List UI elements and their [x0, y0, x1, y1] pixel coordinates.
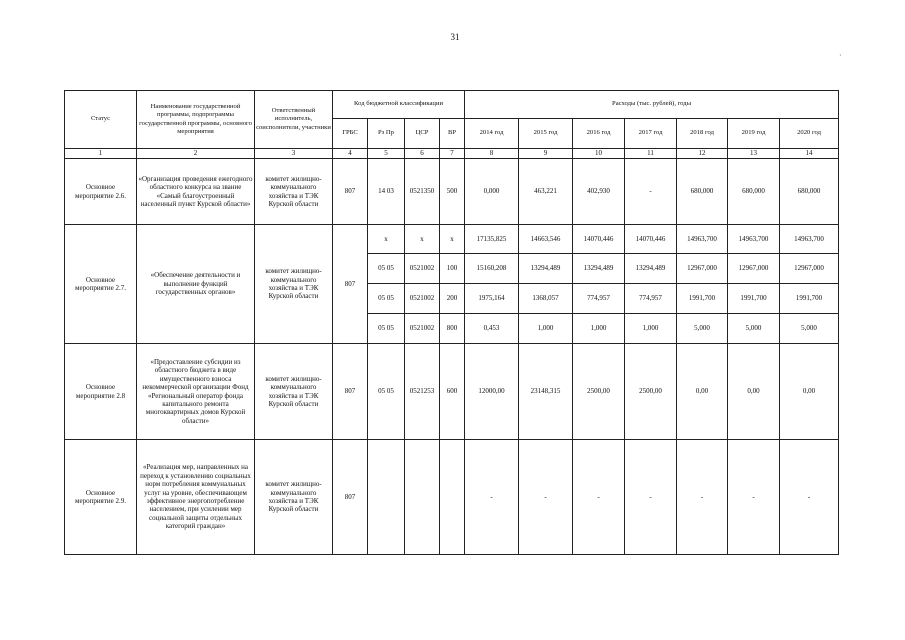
column-number: 1 [65, 149, 137, 159]
header-status: Статус [65, 91, 137, 149]
column-number: 8 [465, 149, 519, 159]
row-value: 14070,446 [573, 225, 625, 254]
row-value: 680,000 [728, 159, 780, 225]
row-responsible: комитет жилищно-коммунального хозяйства и ТЭК Курской области [255, 344, 333, 440]
table-row [65, 225, 839, 254]
column-number: 6 [405, 149, 440, 159]
header-grbs: ГРБС [333, 119, 368, 149]
column-number: 10 [573, 149, 625, 159]
header-year: 2020 год [780, 119, 839, 149]
column-number: 9 [519, 149, 573, 159]
header-year: 2014 год [465, 119, 519, 149]
column-number: 13 [728, 149, 780, 159]
row-vr: 100 [440, 254, 465, 284]
row-program-name: «Реализация мер, направленных на переход к установлению социальных норм потребления коммунальных услуг на уровне, обеспечивающем эффективное энергопотребление населением, при усилении мер социальной защиты отдельных категорий граждан» [137, 440, 255, 555]
table-row [65, 440, 839, 555]
row-csr: 0521350 [405, 159, 440, 225]
row-value: 402,930 [573, 159, 625, 225]
row-program-name: «Организация проведения ежегодного областного конкурса на звание «Самый благоустроенный населенный пункт Курской области» [137, 159, 255, 225]
row-rzpr: 05 05 [368, 254, 405, 284]
row-value: - [728, 440, 780, 555]
row-value: - [519, 440, 573, 555]
table-row [65, 159, 839, 225]
row-csr: 0521002 [405, 254, 440, 284]
row-vr: х [440, 225, 465, 254]
row-value: 1,000 [519, 314, 573, 344]
row-rzpr: 14 03 [368, 159, 405, 225]
header-responsible: Ответственный исполнитель, соисполнители, участники [255, 91, 333, 149]
row-status: Основное мероприятие 2.8 [65, 344, 137, 440]
row-grbs: 807 [333, 225, 368, 344]
row-vr: 200 [440, 284, 465, 314]
header-year: 2017 год [625, 119, 677, 149]
row-value: 0,00 [780, 344, 839, 440]
row-value: 14963,700 [728, 225, 780, 254]
row-rzpr: х [368, 225, 405, 254]
row-value: - [465, 440, 519, 555]
row-responsible: комитет жилищно-коммунального хозяйства и ТЭК Курской области [255, 225, 333, 344]
row-status: Основное мероприятие 2.7. [65, 225, 137, 344]
row-grbs: 807 [333, 440, 368, 555]
row-responsible: комитет жилищно-коммунального хозяйства и ТЭК Курской области [255, 440, 333, 555]
row-rzpr: 05 05 [368, 284, 405, 314]
header-year: 2015 год [519, 119, 573, 149]
header-rzpr: Рз Пр [368, 119, 405, 149]
row-value: 5,000 [677, 314, 728, 344]
row-value: 680,000 [780, 159, 839, 225]
row-value: 15160,208 [465, 254, 519, 284]
row-value: - [677, 440, 728, 555]
row-value: 13294,489 [519, 254, 573, 284]
row-value: 463,221 [519, 159, 573, 225]
header-vr: ВР [440, 119, 465, 149]
row-value: 14663,546 [519, 225, 573, 254]
row-csr: 0521002 [405, 314, 440, 344]
header-budget-code-group: Код бюджетной классификации [333, 91, 465, 119]
row-vr: 600 [440, 344, 465, 440]
row-value: 12967,000 [728, 254, 780, 284]
row-csr: 0521002 [405, 284, 440, 314]
row-value: 12000,00 [465, 344, 519, 440]
row-value: 0,00 [677, 344, 728, 440]
column-number: 4 [333, 149, 368, 159]
row-vr [440, 440, 465, 555]
row-value: 0,000 [465, 159, 519, 225]
row-csr: х [405, 225, 440, 254]
row-rzpr: 05 05 [368, 314, 405, 344]
header-csr: ЦСР [405, 119, 440, 149]
row-value: 17135,825 [465, 225, 519, 254]
row-rzpr [368, 440, 405, 555]
row-value: 1368,057 [519, 284, 573, 314]
row-vr: 800 [440, 314, 465, 344]
row-value: 1,000 [573, 314, 625, 344]
row-csr [405, 440, 440, 555]
row-value: 1991,700 [677, 284, 728, 314]
row-value: 5,000 [780, 314, 839, 344]
row-value: 1975,164 [465, 284, 519, 314]
row-program-name: «Обеспечение деятельности и выполнение функций государственных органов» [137, 225, 255, 344]
column-number: 7 [440, 149, 465, 159]
row-value: 774,957 [573, 284, 625, 314]
row-value: 5,000 [728, 314, 780, 344]
row-value: - [780, 440, 839, 555]
row-rzpr: 05 05 [368, 344, 405, 440]
row-status: Основное мероприятие 2.9. [65, 440, 137, 555]
row-program-name: «Предоставление субсидии из областного бюджета в виде имущественного взноса некоммерческой организации Фонд «Региональный оператор фонда капитального ремонта многоквартирных домов Курской области» [137, 344, 255, 440]
column-number-row [65, 149, 839, 159]
row-value: - [625, 440, 677, 555]
row-value: 0,00 [728, 344, 780, 440]
row-value: 23148,315 [519, 344, 573, 440]
column-number: 11 [625, 149, 677, 159]
row-value: 12967,000 [677, 254, 728, 284]
row-value: - [573, 440, 625, 555]
row-csr: 0521253 [405, 344, 440, 440]
page-number: 31 [450, 32, 460, 42]
column-number: 2 [137, 149, 255, 159]
row-value: 14070,446 [625, 225, 677, 254]
row-value: 0,453 [465, 314, 519, 344]
row-value: - [625, 159, 677, 225]
row-value: 680,000 [677, 159, 728, 225]
column-number: 12 [677, 149, 728, 159]
table-row [65, 344, 839, 440]
row-grbs: 807 [333, 344, 368, 440]
corner-mark: · [839, 51, 842, 60]
header-program-name: Наименование государственной программы, подпрограммы государственной программы, основного мероприятия [137, 91, 255, 149]
row-grbs: 807 [333, 159, 368, 225]
column-number: 14 [780, 149, 839, 159]
row-status: Основное мероприятие 2.6. [65, 159, 137, 225]
column-number: 5 [368, 149, 405, 159]
row-value: 13294,489 [573, 254, 625, 284]
column-number: 3 [255, 149, 333, 159]
row-value: 13294,489 [625, 254, 677, 284]
row-value: 1991,700 [728, 284, 780, 314]
row-value: 2500,00 [625, 344, 677, 440]
header-year: 2019 год [728, 119, 780, 149]
row-value: 12967,000 [780, 254, 839, 284]
row-value: 1,000 [625, 314, 677, 344]
row-responsible: комитет жилищно-коммунального хозяйства и ТЭК Курской области [255, 159, 333, 225]
row-value: 2500,00 [573, 344, 625, 440]
row-value: 1991,700 [780, 284, 839, 314]
budget-table [64, 90, 839, 555]
row-value: 774,957 [625, 284, 677, 314]
row-vr: 500 [440, 159, 465, 225]
header-expenses-group: Расходы (тыс. рублей), годы [465, 91, 839, 119]
row-value: 14963,700 [677, 225, 728, 254]
header-year: 2018 год [677, 119, 728, 149]
header-year: 2016 год [573, 119, 625, 149]
row-value: 14963,700 [780, 225, 839, 254]
